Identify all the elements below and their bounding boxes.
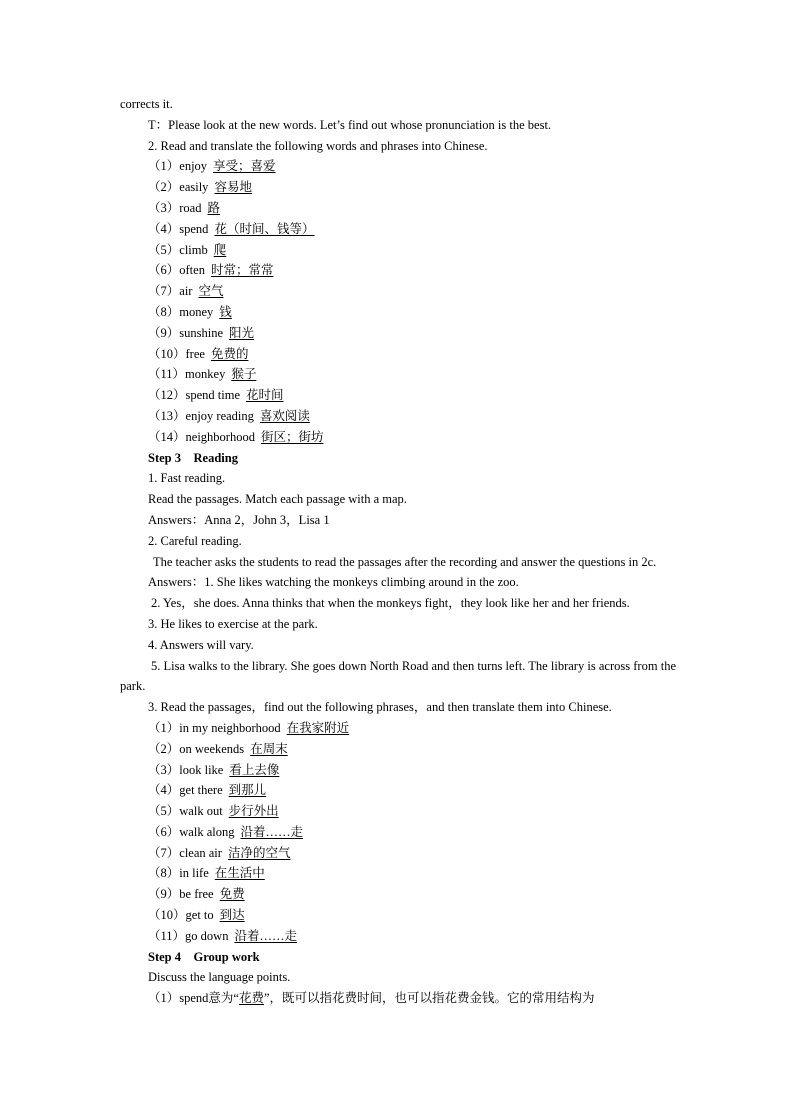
vocab-item: （9）sunshine 阳光 xyxy=(148,325,255,340)
vocab-list xyxy=(120,156,676,447)
text-line: Answers：Anna 2，John 3，Lisa 1 xyxy=(148,512,330,527)
vocab-item: （6）often 时常；常常 xyxy=(148,263,274,278)
phrase-item: （6）walk along 沿着……走 xyxy=(148,824,303,839)
phrase-item: （9）be free 免费 xyxy=(148,887,245,902)
vocab-item: （2）easily 容易地 xyxy=(148,180,252,195)
step3-heading: Step 3 Reading xyxy=(148,450,238,465)
text-line: 3. He likes to exercise at the park. xyxy=(148,616,318,631)
vocab-item: （8）money 钱 xyxy=(148,304,232,319)
phrase-list xyxy=(120,718,676,947)
phrase-item: （4）get there 到那儿 xyxy=(148,783,267,798)
phrase-item: （2）on weekends 在周末 xyxy=(148,741,288,756)
vocab-item: （14）neighborhood 街区；街坊 xyxy=(148,429,324,444)
phrase-item: （3）look like 看上去像 xyxy=(148,762,280,777)
text-line: Discuss the language points. xyxy=(148,970,291,985)
text-line: Answers：1. She likes watching the monkeys climbing around in the zoo. xyxy=(148,575,519,590)
text-line: 2. Read and translate the following words and phrases into Chinese. xyxy=(148,138,488,153)
text-line: 2. Careful reading. xyxy=(148,533,242,548)
phrase-item: （11）go down 沿着……走 xyxy=(148,928,297,943)
text-line: T：Please look at the new words. Let’s find out whose pronunciation is the best. xyxy=(148,117,552,132)
step4-heading: Step 4 Group work xyxy=(148,949,260,964)
text-line: corrects it. xyxy=(120,97,173,111)
text-line: Read the passages. Match each passage with a map. xyxy=(148,492,407,507)
phrase-item: （5）walk out 步行外出 xyxy=(148,804,279,819)
text-line: （1）spend意为“花费”，既可以指花费时间，也可以指花费金钱。它的常用结构为 xyxy=(148,991,595,1006)
vocab-item: （13）enjoy reading 喜欢阅读 xyxy=(148,408,310,423)
vocab-item: （7）air 空气 xyxy=(148,284,224,299)
phrase-item: （1）in my neighborhood 在我家附近 xyxy=(148,720,350,735)
text-line: 3. Read the passages，find out the following phrases，and then translate them into Chinese. xyxy=(148,700,612,715)
phrase-item: （10）get to 到达 xyxy=(148,908,245,923)
vocab-item: （10）free 免费的 xyxy=(148,346,249,361)
phrase-item: （8）in life 在生活中 xyxy=(148,866,265,881)
vocab-item: （5）climb 爬 xyxy=(148,242,227,257)
vocab-item: （11）monkey 猴子 xyxy=(148,367,257,382)
paragraph: 2. Yes，she does. Anna thinks that when the monkeys fight，they look like her and her friends. xyxy=(151,596,630,611)
text-line: 4. Answers will vary. xyxy=(148,637,254,652)
paragraph: 5. Lisa walks to the library. She goes down North Road and then turns left. The library is across from the park. xyxy=(120,658,676,694)
vocab-item: （3）road 路 xyxy=(148,200,220,215)
vocab-item: （4）spend 花（时间、钱等） xyxy=(148,221,315,236)
vocab-item: （12）spend time 花时间 xyxy=(148,388,284,403)
document-content xyxy=(120,94,676,1009)
text-line: 1. Fast reading. xyxy=(148,471,226,486)
paragraph: The teacher asks the students to read the passages after the recording and answer the questions in 2c. xyxy=(153,554,657,569)
vocab-item: （1）enjoy 享受；喜爱 xyxy=(148,159,276,174)
phrase-item: （7）clean air 洁净的空气 xyxy=(148,845,291,860)
